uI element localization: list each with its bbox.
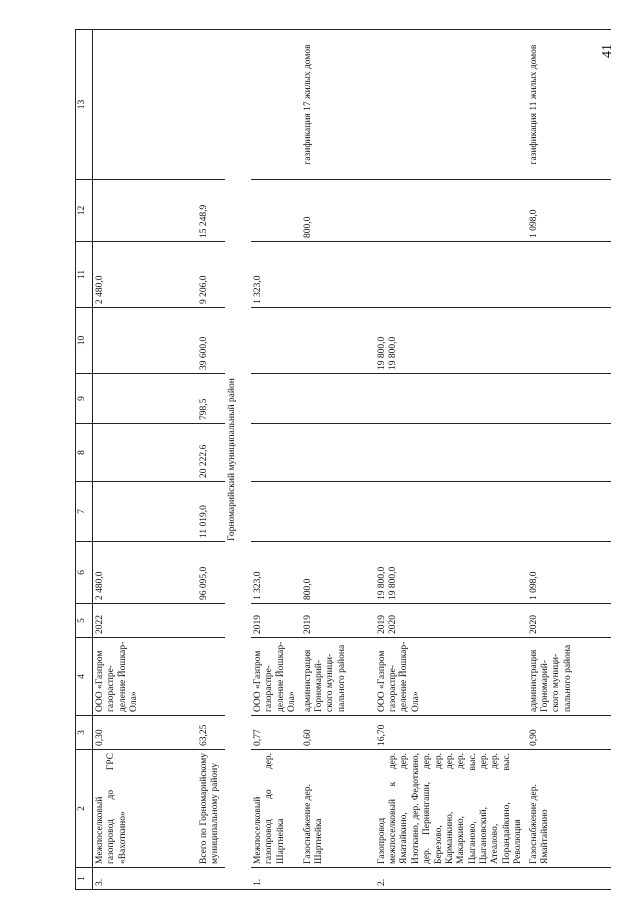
col-header: 8 [76, 424, 93, 482]
cell-c10 [527, 308, 611, 374]
cell-c10 [375, 308, 527, 374]
header-row [76, 30, 93, 890]
cell-total: 2 480,0 [93, 542, 198, 604]
cell-object: Газоснабжение дер. Шартнейка [301, 750, 375, 868]
cell-year: 2019 [251, 604, 301, 638]
cell-c7: 11 019,0 [197, 482, 225, 542]
cell-c12 [375, 180, 527, 242]
page-number: 41 [600, 44, 615, 58]
cell-length: 0,90 [527, 716, 611, 750]
col-header: 2 [76, 750, 93, 868]
col-header: 11 [76, 242, 93, 308]
cell-c9 [93, 374, 198, 424]
col-header: 9 [76, 374, 93, 424]
cell-total: 96 095,0 [197, 542, 225, 604]
cell-year: 2022 [93, 604, 198, 638]
cell-year [375, 604, 527, 638]
cell-c7 [251, 482, 301, 542]
total-value: 19 800,0 [387, 566, 398, 600]
col-header: 1 [76, 868, 93, 890]
table-row [251, 30, 301, 890]
col-header: 10 [76, 308, 93, 374]
cell-owner: администрация Горномарий- ского муници- пального района [527, 638, 611, 716]
cell-c12 [251, 180, 301, 242]
cell-num: 2. [375, 868, 527, 890]
table-row-total [197, 30, 225, 890]
year-value: 2019 [376, 615, 387, 634]
cell-c8 [251, 424, 301, 482]
cell-owner: ООО «Газпром газораспре- деление Йошкар-Ола» [375, 638, 527, 716]
cell-year [197, 604, 225, 638]
c10-value: 19 800,0 [387, 336, 398, 370]
cell-c9 [375, 374, 527, 424]
c10-value: 19 800,0 [376, 336, 387, 370]
cell-c10 [93, 308, 198, 374]
cell-owner: ООО «Газпром газораспре- деление Йошкар-Ола» [251, 638, 301, 716]
cell-total: 800,0 [301, 542, 375, 604]
cell-c8: 20 222,6 [197, 424, 225, 482]
cell-c11 [375, 242, 527, 308]
col-header: 12 [76, 180, 93, 242]
cell-c7 [93, 482, 198, 542]
section-title: Горномарийский муниципальный район [225, 30, 251, 890]
cell-length: 0,60 [301, 716, 375, 750]
cell-length: 16,70 [375, 716, 527, 750]
cell-object: Газопровод межпоселковый к дер. Яматайкино, дер. Изоткино, дер. Федоткино, дер. Пернянгаши, дер. Березово, дер. Карманкино, дер. Макаркино, дер. Цыганово, выс. Цыгановский, дер. Атеалово, дер. Порандайкино, выс. Революция [375, 750, 527, 868]
cell-c11: 2 480,0 [93, 242, 198, 308]
cell-c11: 1 323,0 [251, 242, 301, 308]
cell-year: 2019 [301, 604, 375, 638]
section-row [225, 30, 251, 890]
col-header: 13 [76, 30, 93, 180]
col-header: 6 [76, 542, 93, 604]
cell-c7 [527, 482, 611, 542]
cell-c9 [527, 374, 611, 424]
cell-object: Всего по Горномарийскому муниципальному району [197, 750, 225, 868]
total-value: 19 800,0 [376, 566, 387, 600]
cell-total: 1 098,0 [527, 542, 611, 604]
cell-c11 [301, 242, 375, 308]
cell-c7 [375, 482, 527, 542]
cell-c10: 39 600,0 [197, 308, 225, 374]
col-header: 5 [76, 604, 93, 638]
cell-c12 [93, 180, 198, 242]
cell-c11: 9 206,0 [197, 242, 225, 308]
cell-length: 63,25 [197, 716, 225, 750]
year-value: 2020 [387, 615, 398, 634]
cell-object: Межпоселковый газопровод до дер. Шартнейка [251, 750, 301, 868]
cell-total: 1 323,0 [251, 542, 301, 604]
cell-c13 [375, 30, 527, 180]
cell-c10 [251, 308, 301, 374]
table-row [375, 30, 527, 890]
cell-c10 [301, 308, 375, 374]
cell-c12: 15 248,9 [197, 180, 225, 242]
cell-year: 2020 [527, 604, 611, 638]
cell-length: 0,30 [93, 716, 198, 750]
cell-object: Межпоселковый газопровод до ГРС «Вахоткино» [93, 750, 198, 868]
cell-c8 [301, 424, 375, 482]
cell-c8 [93, 424, 198, 482]
cell-c8 [527, 424, 611, 482]
cell-c13: газификация 11 жилых домов [527, 30, 611, 180]
cell-c9: 798,5 [197, 374, 225, 424]
cell-num [197, 868, 225, 890]
table-row [93, 30, 198, 890]
col-header: 3 [76, 716, 93, 750]
col-header: 7 [76, 482, 93, 542]
cell-c8 [375, 424, 527, 482]
cell-num [527, 868, 611, 890]
cell-c13 [93, 30, 198, 180]
cell-owner: ООО «Газпром газораспре- деление Йошкар-Ола» [93, 638, 198, 716]
cell-length: 0,77 [251, 716, 301, 750]
cell-c13: газификация 17 жилых домов [301, 30, 375, 180]
cell-total [375, 542, 527, 604]
cell-c13 [251, 30, 301, 180]
cell-c11 [527, 242, 611, 308]
cell-num [301, 868, 375, 890]
cell-c9 [301, 374, 375, 424]
cell-c9 [251, 374, 301, 424]
table-row [301, 30, 375, 890]
table-row [527, 30, 611, 890]
cell-owner [197, 638, 225, 716]
rotated-table-block [75, 30, 635, 890]
cell-num: 3. [93, 868, 198, 890]
col-header: 4 [76, 638, 93, 716]
cell-num: 1. [251, 868, 301, 890]
cell-c7 [301, 482, 375, 542]
cell-c12: 1 098,0 [527, 180, 611, 242]
cell-c13 [197, 30, 225, 180]
cell-owner: администрация Горномарий- ского муници- пального района [301, 638, 375, 716]
investment-table [75, 29, 611, 890]
cell-c12: 800,0 [301, 180, 375, 242]
cell-object: Газоснабжение дер. Ямайтайкино [527, 750, 611, 868]
